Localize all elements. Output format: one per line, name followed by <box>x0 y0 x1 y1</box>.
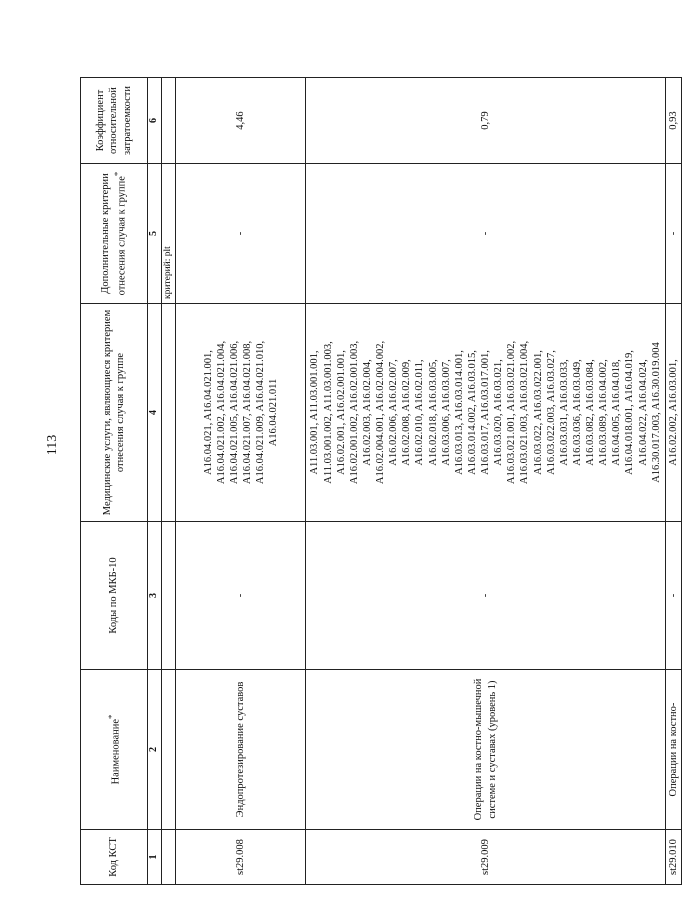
row-code: st29.009 <box>306 830 665 885</box>
service-line: A16.02.004.001, A16.02.004.002, <box>375 340 386 485</box>
row-services <box>306 304 665 522</box>
service-line: A16.03.089, A16.04.002, <box>598 359 610 466</box>
service-line: A16.03.013, A16.03.014.001, <box>453 350 465 475</box>
row-coef: 0,93 <box>665 78 681 164</box>
page-number: 113 <box>45 434 60 456</box>
service-line: A16.03.036, A16.03.049, <box>571 359 583 466</box>
header-row <box>81 78 148 885</box>
service-line: A16.04.021, A16.04.021.001, <box>202 350 214 475</box>
row-services <box>176 304 306 522</box>
service-line: A16.02.010, A16.02.011, <box>414 359 426 466</box>
column-number: 6 <box>148 78 162 164</box>
service-line: A16.03.022, A16.03.022.001, <box>532 350 544 475</box>
row-name: Эндопротезирование суставов <box>176 670 306 830</box>
header-coef: Коэффициент относительной затратоемкости <box>81 78 148 164</box>
column-number: 3 <box>148 522 162 670</box>
header-mkb: Коды по МКБ-10 <box>81 522 148 670</box>
service-line: A16.02.003, A16.02.004, <box>361 359 373 466</box>
row-mkb: - <box>665 522 681 670</box>
service-line: A16.02.002, A16.03.001, <box>667 359 679 466</box>
service-line: A16.04.021.002, A16.04.021.004, <box>215 340 227 485</box>
service-line: A16.02.018, A16.03.005, <box>427 359 439 466</box>
service-line: A16.03.082, A16.03.084, <box>585 359 596 466</box>
subheader-cell <box>161 78 176 164</box>
row-extra: - <box>306 164 665 304</box>
subheader-cell <box>161 830 176 885</box>
column-number: 2 <box>148 670 162 830</box>
subheader-cell <box>161 670 176 830</box>
service-line: A11.03.001.002, A11.03.001.003, <box>322 341 334 484</box>
header-name <box>81 670 148 830</box>
service-line: A16.02.006, A16.02.007, <box>388 359 400 466</box>
row-coef: 0,79 <box>306 78 665 164</box>
table-row <box>665 78 681 885</box>
row-mkb: - <box>306 522 665 670</box>
subheader-cell <box>161 304 176 522</box>
header-name-mark: * <box>105 714 116 719</box>
rotated-table-wrapper <box>80 78 679 885</box>
service-line: A16.30.017.003, A16.30.019.004 <box>650 342 662 483</box>
header-extra <box>81 164 148 304</box>
service-line: A16.04.018.001, A16.04.019, <box>624 350 636 475</box>
header-extra-text: Дополнительные критерии отнесения случая к группе <box>100 173 128 296</box>
row-name: Операции на костно- <box>665 670 681 830</box>
service-line: A16.04.021.005, A16.04.021.006, <box>228 340 240 485</box>
column-number: 4 <box>148 304 162 522</box>
row-services <box>665 304 681 522</box>
subheader-row <box>161 78 176 885</box>
header-services: Медицинские услуги, являющиеся критерием отнесения случая к группе <box>81 304 148 522</box>
row-extra: - <box>176 164 306 304</box>
service-line: A16.03.017, A16.03.017.001, <box>480 350 491 475</box>
service-line: A16.04.021.011 <box>268 378 280 447</box>
row-code: st29.008 <box>176 830 306 885</box>
kst-table <box>80 77 682 885</box>
service-line: A16.03.021.003, A16.03.021.004, <box>519 340 531 485</box>
table-row <box>176 78 306 885</box>
column-number: 5 <box>148 164 162 304</box>
row-extra: - <box>665 164 681 304</box>
service-line: A11.03.001, A11.03.001.001, <box>309 350 321 475</box>
service-line: A16.04.022, A16.04.024, <box>637 359 649 466</box>
header-extra-mark: * <box>112 171 123 177</box>
row-coef: 4,46 <box>176 78 306 164</box>
table-row <box>306 78 665 885</box>
subheader-extra-criterion: критерий: plt <box>161 164 176 304</box>
service-line: A16.03.014.002, A16.03.015, <box>466 350 478 475</box>
service-line: A16.03.020, A16.03.021, <box>493 359 505 466</box>
column-number: 1 <box>148 830 162 885</box>
service-line: A16.04.005, A16.04.018, <box>611 359 623 466</box>
service-line: A16.03.021.001, A16.03.021.002, <box>506 340 518 485</box>
service-line: A16.04.021.009, A16.04.021.010, <box>255 340 266 485</box>
header-code: Код КСТ <box>81 830 148 885</box>
row-code: st29.010 <box>665 830 681 885</box>
header-name-text: Наименование <box>110 718 122 785</box>
service-line: A16.02.001.002, A16.02.001.003, <box>348 340 360 485</box>
service-line: A16.03.022.003, A16.03.027, <box>545 350 557 475</box>
subheader-cell <box>161 522 176 670</box>
service-line: A16.03.006, A16.03.007, <box>440 359 452 466</box>
column-number-row <box>148 78 162 885</box>
service-line: A16.04.021.007, A16.04.021.008, <box>241 340 253 485</box>
row-name: Операции на костно-мышечной системе и суставах (уровень 1) <box>306 670 665 830</box>
service-line: A16.03.031, A16.03.033, <box>558 359 570 466</box>
row-mkb: - <box>176 522 306 670</box>
service-line: A16.02.008, A16.02.009, <box>401 359 413 466</box>
service-line: A16.02.001, A16.02.001.001, <box>335 350 347 475</box>
